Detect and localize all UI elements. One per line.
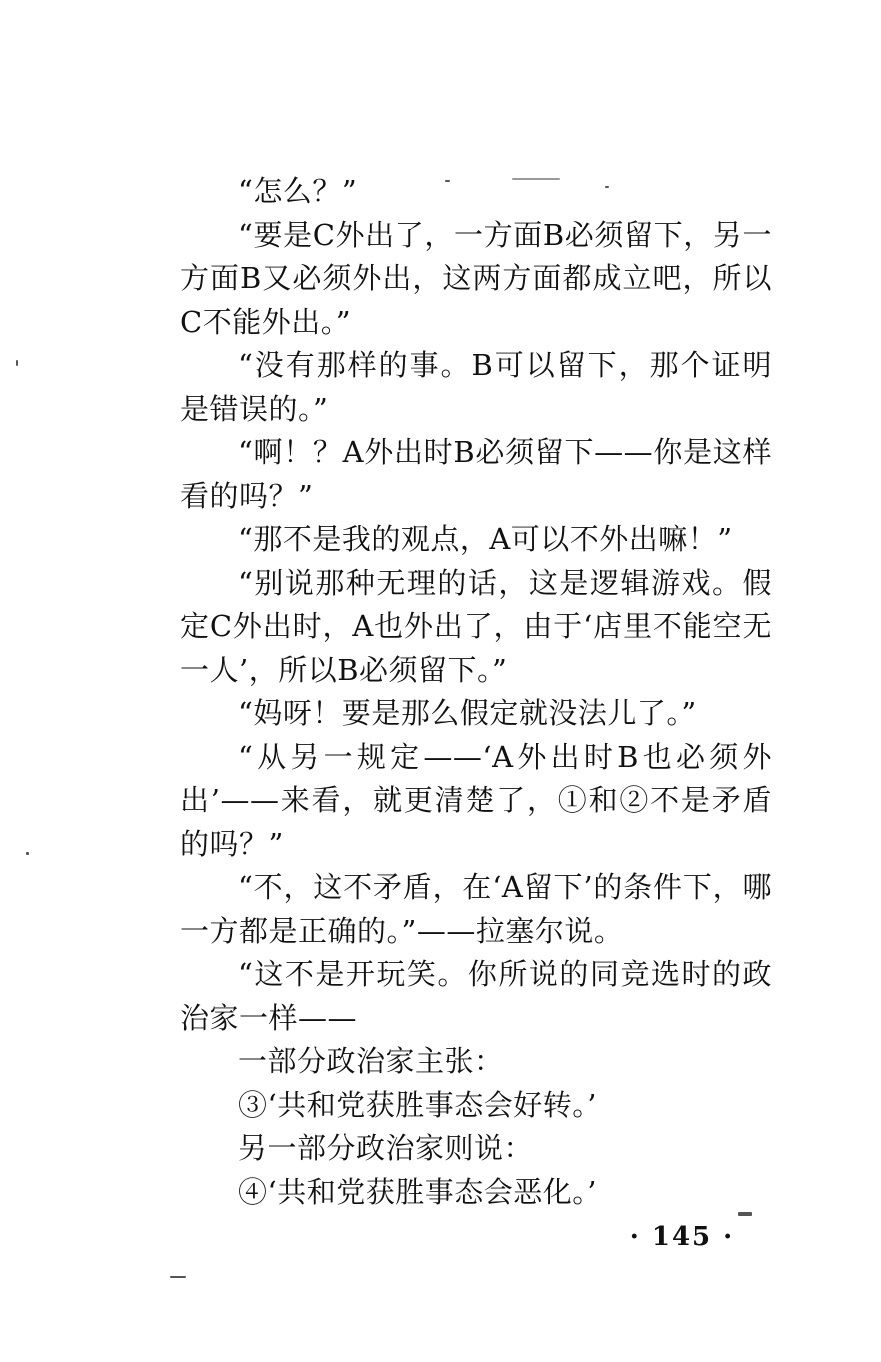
scan-speck (445, 180, 450, 182)
paragraph: “妈呀！要是那么假定就没法儿了。” (238, 696, 697, 730)
paragraph: “别说那种无理的话，这是逻辑游戏。假定C外出时，A也外出了，由于‘店里不能空无一人’，所以B必须留下。” (180, 565, 772, 687)
paragraph: “没有那样的事。B可以留下，那个证明是错误的。” (180, 348, 772, 426)
paragraph: “从另一规定——‘A外出时B也必须外出’——来看，就更清楚了，①和②不是矛盾的吗？” (180, 739, 772, 861)
page-number: · 145 · (629, 1222, 735, 1252)
paragraph: 一部分政治家主张： (238, 1044, 504, 1078)
paragraph: ④‘共和党获胜事态会恶化。’ (238, 1174, 597, 1209)
scan-speck (738, 1212, 752, 1216)
paragraph: “这不是开玩笑。你所说的同竞选时的政治家一样—— (180, 957, 772, 1035)
paragraph: “要是C外出了，一方面B必须留下，另一方面B又必须外出，这两方面都成立吧，所以C不能外出。” (180, 217, 772, 339)
paragraph: ③‘共和党获胜事态会好转。’ (238, 1087, 597, 1122)
scan-speck (16, 360, 18, 366)
scan-speck (512, 178, 560, 180)
paragraph: “不，这不矛盾，在‘A留下’的条件下，哪一方都是正确的。”——拉塞尔说。 (180, 870, 772, 948)
paragraph: “啊！？A外出时B必须留下——你是这样看的吗？” (180, 435, 772, 513)
scan-speck (170, 1276, 186, 1278)
paragraph: “怎么？” (238, 174, 358, 208)
paragraph: “那不是我的观点，A可以不外出嘛！” (238, 522, 733, 556)
scan-speck (26, 852, 29, 855)
body-text (180, 170, 772, 1214)
scan-speck (605, 186, 609, 188)
paragraph: 另一部分政治家则说： (238, 1131, 534, 1165)
